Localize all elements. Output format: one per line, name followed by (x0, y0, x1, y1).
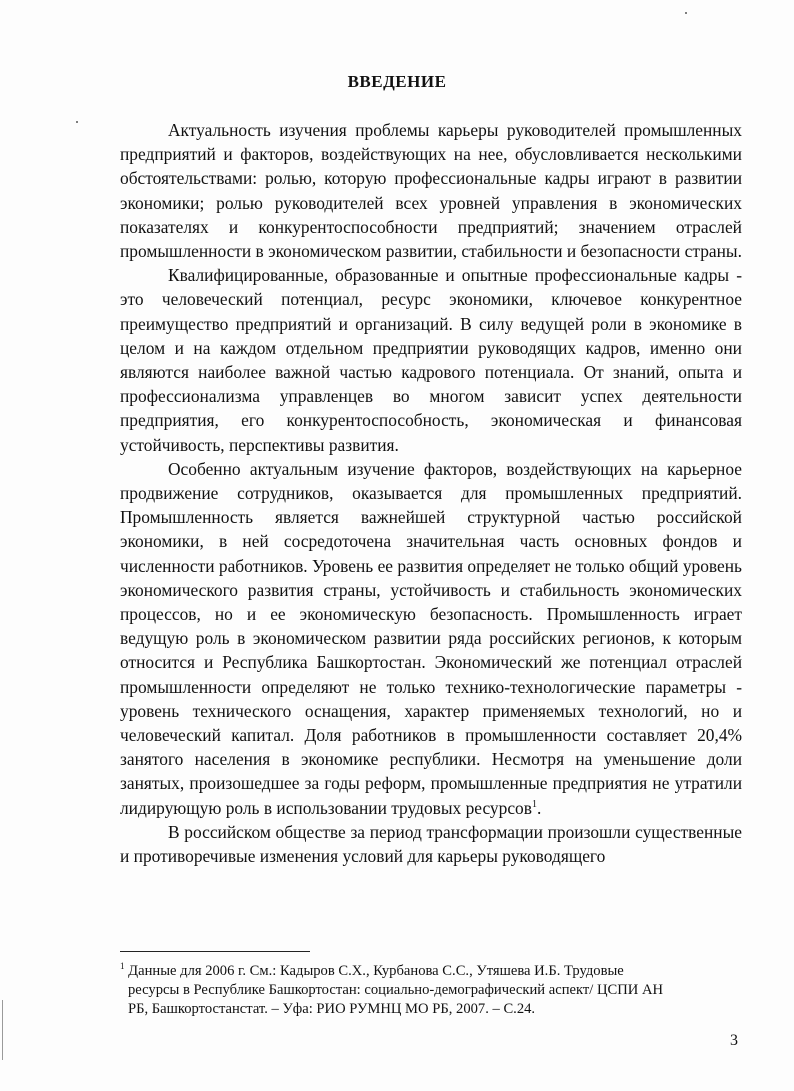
footnote-separator (120, 951, 310, 952)
footnote-line (120, 962, 742, 981)
paragraph: Квалифицированные, образованные и опытные профессиональные кадры - это человеческий потенциал, ресурс экономики, ключевое конкурентное преимущество предприятий и организаций. В силу ведущей роли в экономике в целом и на каждом отдельном предприятии руководящих кадров, именно они являются наиболее важной частью кадрового потенциала. От знаний, опыта и профессионализма управленцев во многом зависит успех деятельности предприятия, его конкурентоспособность, экономическая и финансовая устойчивость, перспективы развития. (120, 265, 742, 455)
footnote-line: РБ, Башкортостанстат. – Уфа: РИО РУМНЦ МО РБ, 2007. – С.24. (128, 1001, 536, 1017)
body-text (120, 118, 742, 868)
footnote-text: Данные для 2006 г. См.: Кадыров С.Х., Курбанова С.С., Утяшева И.Б. Трудовые (128, 963, 624, 979)
page-title: ВВЕДЕНИЕ (347, 72, 447, 91)
scan-edge-mark (2, 1000, 3, 1060)
footnote-line: ресурсы в Республике Башкортостан: социально-демографический аспект/ ЦСПИ АН (128, 982, 664, 998)
paragraph: Актуальность изучения проблемы карьеры руководителей промышленных предприятий и факторов, воздействующих на нее, обусловливается несколькими обстоятельствами: ролью, которую профессиональные кадры играют в развитии экономики; ролью руководителей всех уровней управления в экономических показателях и конкурентоспособности предприятий; значением отраслей промышленности в экономическом развитии, стабильности и безопасности страны. (120, 120, 742, 262)
paragraph: Особенно актуальным изучение факторов, воздействующих на карьерное продвижение сотрудников, оказывается для промышленных предприятий. Промышленность является важнейшей структурной частью российской экономики, в ней сосредоточена значительная часть основных фондов и численности работников. Уровень ее развития определяет не только общий уровень экономического развития страны, устойчивость и стабильность экономических процессов, но и ее экономическую безопасность. Промышленность играет ведущую роль в экономическом развитии ряда российских регионов, к которым относится и Республика Башкортостан. Экономический же потенциал отраслей промышленности определяют не только технико-технологические параметры - уровень технического оснащения, характер применяемых технологий, но и человеческий капитал. Доля работников в промышленности составляет 20,4% занятого населения в экономике республики. Несмотря на уменьшение доли занятых, произошедшее за годы реформ, промышленные предприятия не утратили лидирующую роль в использовании трудовых ресурсов$^1$. (120, 458, 742, 818)
scan-dust-speck (76, 121, 78, 123)
scan-dust-speck (685, 12, 687, 14)
footnote (120, 962, 742, 1019)
paragraph-text: Особенно актуальным изучение факторов, воздействующих на карьерное продвижение сотрудников, оказывается для промышленных предприятий. Промышленность является важнейшей структурной частью российской экономики, в ней сосредоточена значительная часть основных фондов и численности работников. Уровень ее развития определяет не только общий уровень экономического развития страны, устойчивость и стабильность экономических процессов, но и ее экономическую безопасность. Промышленность играет ведущую роль в экономическом развитии ряда российских регионов, к которым относится и Республика Башкортостан. Экономический же потенциал отраслей промышленности определяют не только технико-технологические параметры - уровень технического оснащения, характер применяемых технологий, но и человеческий капитал. Доля работников в промышленности составляет 20,4% занятого населения в экономике республики. Несмотря на уменьшение доли занятых, произошедшее за годы реформ, промышленные предприятия не утратили лидирующую роль в использовании трудовых ресурсов (120, 458, 742, 818)
footnote-marker: 1 (120, 961, 125, 972)
paragraph: В российском обществе за период трансформации произошли существенные и противоречивые изменения условий для карьеры руководящего (120, 821, 742, 867)
page-number: 3 (730, 1032, 738, 1049)
footnote-reference[interactable]: 1 (531, 798, 537, 810)
